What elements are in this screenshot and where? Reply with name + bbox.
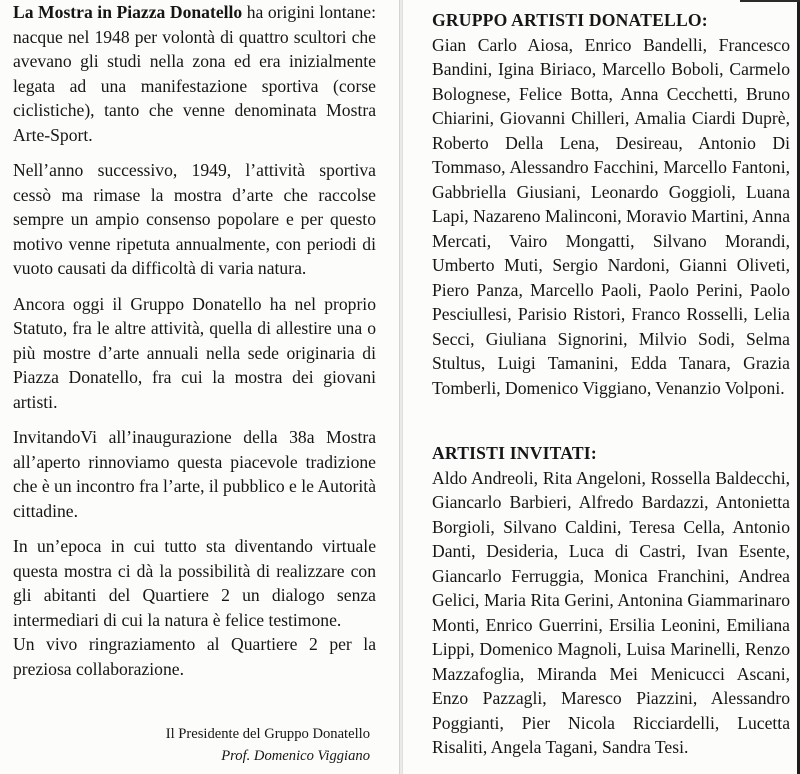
invited-heading: ARTISTI INVITATI: [432, 443, 597, 463]
intro-text: ha origini lontane: nacque nel 1948 per volontà di quattro scultori che avevano gli studi nella zona ed era inizialmente legata ad una manifestazione sportiva (corse ciclistiche), tanto che venne denominata Mostra Arte-Sport. [13, 2, 376, 145]
history-paragraph: Nell’anno successivo, 1949, l’attività sportiva cessò ma rimase la mostra d’arte che raccolse sempre un ampio consenso popolare e per questo motivo venne ripetuta annualmente, con periodi di vuoto causati da difficoltà di varia natura. [13, 160, 376, 278]
intro-lead: La Mostra in Piazza Donatello [13, 2, 243, 22]
group-artists-list: Gian Carlo Aiosa, Enrico Bandelli, Francesco Bandini, Igina Biriaco, Marcello Boboli, Carmelo Bolognese, Felice Botta, Anna Cecchetti, Bruno Chiarini, Giovanni Chilleri, Amalia Ciardi Duprè, Roberto Della Lena, Desireau, Antonio Di Tommaso, Alessandro Facchini, Marcello Fantoni, Gabbriella Giusiani, Leonardo Goggioli, Luana Lapi, Nazareno Malinconi, Moravio Martini, Anna Mercati, Vairo Mongatti, Silvano Morandi, Umberto Muti, Sergio Nardoni, Gianni Oliveti, Piero Panza, Marcello Paoli, Paolo Perini, Paolo Pesciullesi, Parisio Ristori, Franco Rosselli, Lelia Secci, Giuliana Signorini, Milvio Sodi, Selma Stultus, Luigi Tamanini, Edda Tanara, Grazia Tomberli, Domenico Viggiano, Venanzio Volponi. [432, 34, 790, 398]
scan-edge-top [740, 0, 800, 2]
center-fold [399, 0, 403, 774]
signature-block [13, 723, 370, 767]
invited-artists-list: Aldo Andreoli, Rita Angeloni, Rossella Baldecchi, Giancarlo Barbieri, Alfredo Bardazzi, Antonietta Borgioli, Silvano Caldini, Teresa Cella, Antonio Danti, Desideria, Luca di Castri, Ivan Esente, Giancarlo Ferruggia, Monica Franchini, Andrea Gelici, Maria Rita Gerini, Antonina Giammarinaro Monti, Enrico Guerrini, Ersilia Leonini, Emiliana Lippi, Domenico Magnoli, Luisa Marinelli, Renzo Mazzafoglia, Miranda Mei Menicucci Ascani, Enzo Pazzagli, Maresco Piazzini, Alessandro Poggianti, Pier Nicola Ricciardelli, Lucetta Risaliti, Angela Tagani, Sandra Tesi. [432, 467, 790, 757]
statute-paragraph: Ancora oggi il Gruppo Donatello ha nel proprio Statuto, fra le altre attività, quella di allestire una o più mostre d’arte annuali nella sede originaria di Piazza Donatello, fra cui la mostra dei giovani artisti. [13, 293, 376, 412]
right-column [432, 8, 790, 760]
left-column [13, 0, 376, 692]
group-heading: GRUPPO ARTISTI DONATELLO: [432, 10, 708, 30]
invitation-paragraph: InvitandoVi all’inaugurazione della 38a Mostra all’aperto rinnoviamo questa piacevole tradizione che è un incontro fra l’arte, il pubblico e le Autorità cittadine. [13, 427, 376, 521]
intro-paragraph [13, 0, 376, 147]
signature-name: Prof. Domenico Viggiano [221, 748, 370, 764]
thanks-paragraph: Un vivo ringraziamento al Quartiere 2 per la preziosa collaborazione. [13, 634, 376, 679]
dialogue-paragraph: In un’epoca in cui tutto sta diventando virtuale questa mostra ci dà la possibilità di realizzare con gli abitanti del Quartiere 2 un dialogo senza intermediari di cui la natura è felice testimone. [13, 536, 376, 630]
signature-role: Il Presidente del Gruppo Donatello [165, 726, 370, 742]
